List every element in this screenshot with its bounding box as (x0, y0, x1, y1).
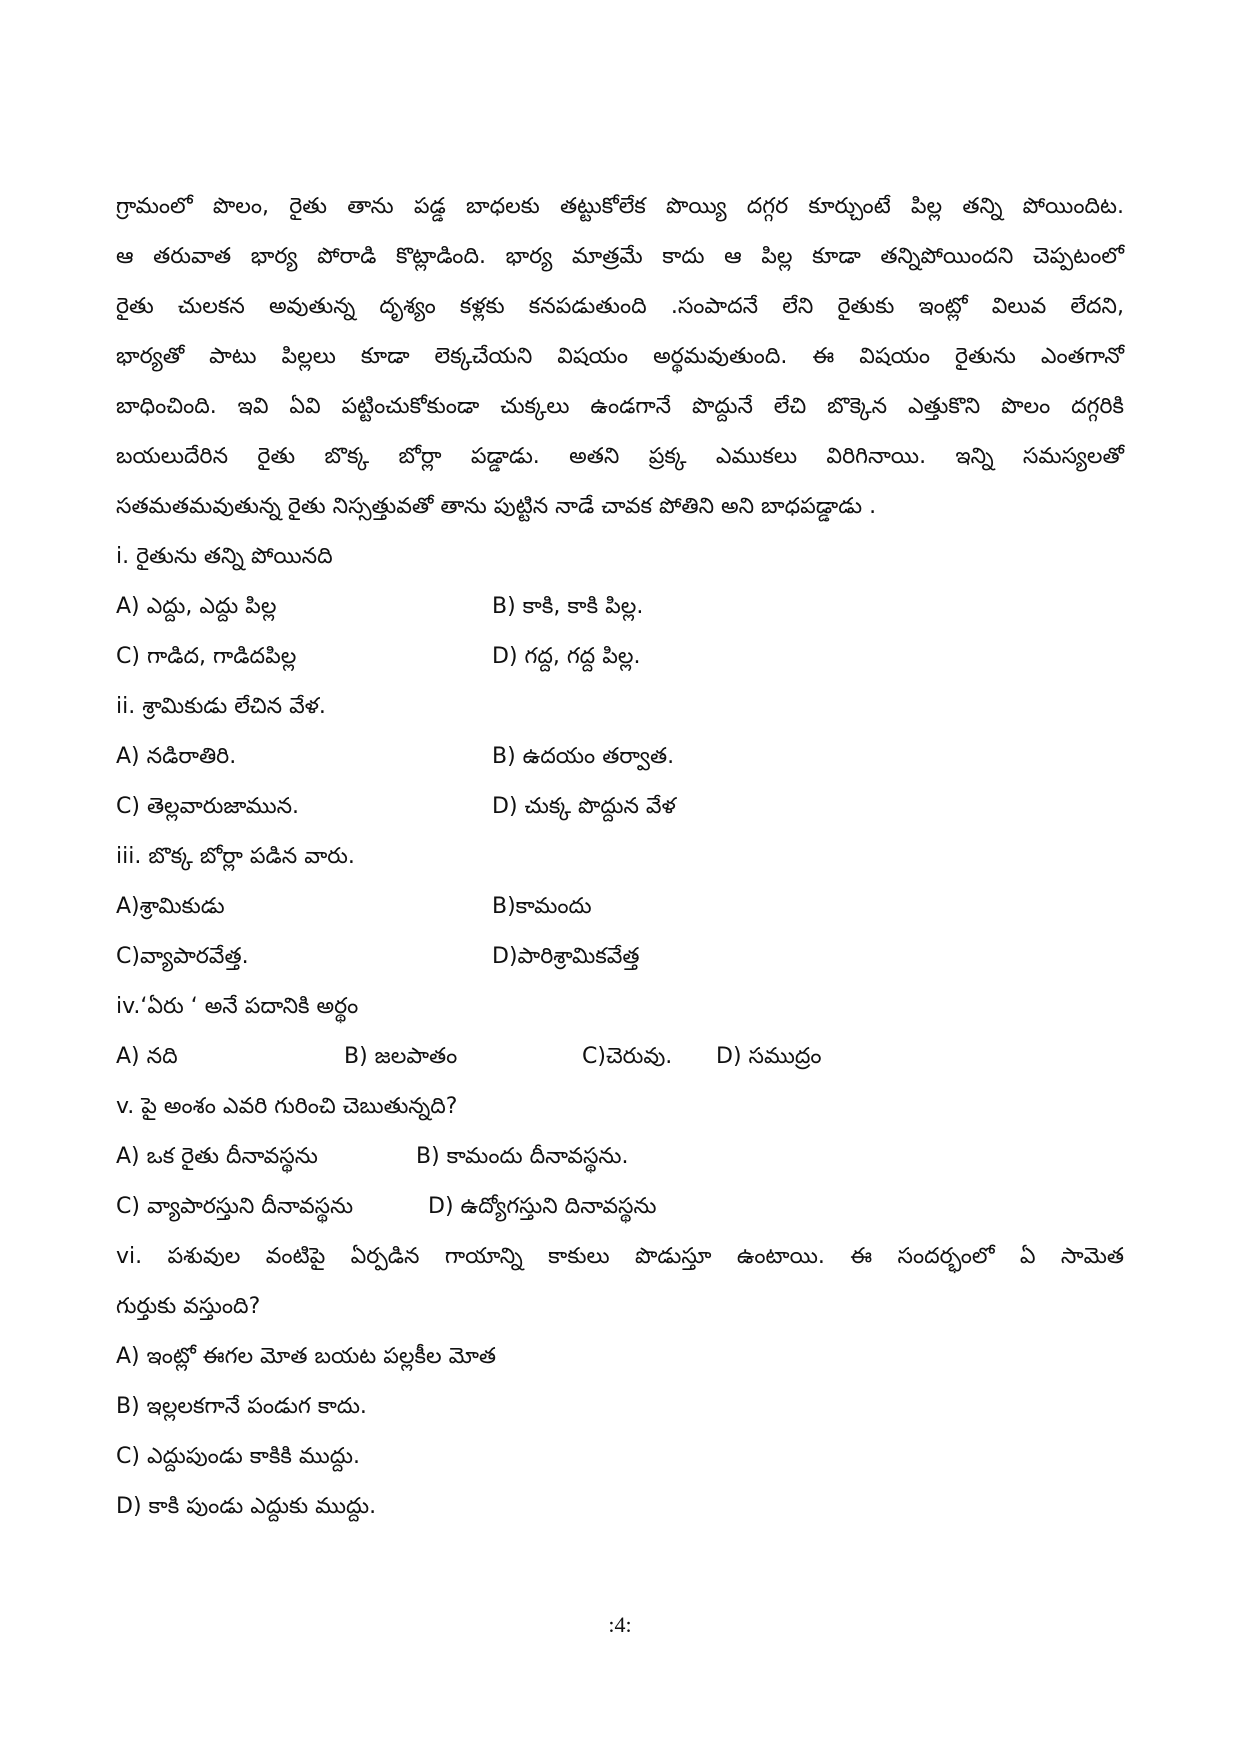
options-row (116, 882, 1124, 932)
passage (116, 182, 1124, 532)
question-stem: i. రైతును తన్ని పోయినది (116, 544, 333, 569)
option-d: D) సముద్రం (716, 1044, 822, 1069)
option-b: B) కాకి, కాకి పిల్ల. (492, 594, 644, 619)
passage-line: గ్రామంలో పొలం, రైతు తాను పడ్డ బాధలకు తట్టుకోలేక పొయ్యి దగ్గర కూర్చుంటే పిల్ల తన్ని పోయిందిట. (116, 194, 1124, 219)
option-c: C) తెల్లవారుజామున. (116, 794, 300, 819)
passage-line: రైతు చులకన అవుతున్న దృశ్యం కళ్లకు కనపడుతుంది .సంపాదనే లేని రైతుకు ఇంట్లో విలువ లేదని, (116, 294, 1124, 319)
option-d: D)పారిశ్రామికవేత్త (492, 944, 640, 969)
options-row (116, 1132, 1124, 1182)
question-stem: ii. శ్రామికుడు లేచిన వేళ. (116, 694, 326, 719)
option-a: A)శ్రామికుడు (116, 894, 225, 919)
question-stem: iv.‘ఏరు ‘ అనే పదానికి అర్థం (116, 994, 359, 1019)
question-stem: v. పై అంశం ఎవరి గురించి చెబుతున్నది? (116, 1094, 458, 1119)
options-row (116, 1182, 1124, 1232)
option-a: A) నడిరాతిరి. (116, 744, 237, 769)
option-c: C) గాడిద, గాడిదపిల్ల (116, 644, 297, 669)
option-a: A) ఇంట్లో ఈగల మోత బయట పల్లకీల మోత (116, 1344, 497, 1369)
option-c: C) ఎద్దుపుండు కాకికి ముద్దు. (116, 1444, 360, 1469)
page-number: :4: (608, 1612, 632, 1637)
option-a: A) ఎద్దు, ఎద్దు పిల్ల (116, 594, 277, 619)
options-row (116, 782, 1124, 832)
option-c: C) వ్యాపారస్తుని దీనావస్థను (116, 1194, 354, 1219)
options-row (116, 732, 1124, 782)
options-row (116, 582, 1124, 632)
passage-line: బయలుదేరిన రైతు బొక్క బోర్లా పడ్డాడు. అతని ప్రక్క ఎముకలు విరిగినాయి. ఇన్ని సమస్యలతో (116, 444, 1124, 469)
options-row (116, 1032, 1124, 1082)
option-d: D) ఉద్యోగస్తుని దినావస్థను (428, 1194, 657, 1219)
option-b: B)కామందు (492, 894, 592, 919)
option-b: B) జలపాతం (344, 1044, 458, 1069)
passage-line: బాధించింది. ఇవి ఏవి పట్టించుకోకుండా చుక్కలు ఉండగానే పొద్దునే లేచి బొక్కెన ఎత్తుకొని పొలం దగ్గరికి (116, 394, 1124, 419)
option-d: D) కాకి పుండు ఎద్దుకు ముద్దు. (116, 1494, 377, 1519)
option-b: B) కామందు దీనావస్థను. (416, 1144, 629, 1169)
question-stem-continued: గుర్తుకు వస్తుంది? (116, 1294, 261, 1319)
question-stem: iii. బొక్క బోర్లా పడిన వారు. (116, 844, 355, 869)
passage-line: ఆ తరువాత భార్య పోరాడి కొట్లాడింది. భార్య మాత్రమే కాదు ఆ పిల్ల కూడా తన్నిపోయిందని చెప్పటంలో (116, 244, 1124, 269)
option-c: C)చెరువు. (582, 1044, 673, 1069)
option-d: D) చుక్క పొద్దున వేళ (492, 794, 676, 819)
option-d: D) గద్ద, గద్ద పిల్ల. (492, 644, 641, 669)
document-page (116, 182, 1124, 1532)
passage-line: సతమతమవుతున్న రైతు నిస్సత్తువతో తాను పుట్టిన నాడే చావక పోతిని అని బాధపడ్డాడు . (116, 494, 877, 519)
option-b: B) ఉదయం తర్వాత. (492, 744, 675, 769)
option-a: A) ఒక రైతు దీనావస్థను (116, 1144, 318, 1169)
passage-line: భార్యతో పాటు పిల్లలు కూడా లెక్కచేయని విషయం అర్థమవుతుంది. ఈ విషయం రైతును ఎంతగానో (116, 344, 1124, 369)
question-stem: vi. పశువుల వంటిపై ఏర్పడిన గాయాన్ని కాకులు పొడుస్తూ ఉంటాయి. ఈ సందర్భంలో ఏ సామెత (116, 1244, 1124, 1269)
options-row (116, 632, 1124, 682)
options-row (116, 932, 1124, 982)
option-c: C)వ్యాపారవేత్త. (116, 944, 249, 969)
option-b: B) ఇల్లలకగానే పండుగ కాదు. (116, 1394, 367, 1419)
option-a: A) నది (116, 1044, 178, 1069)
